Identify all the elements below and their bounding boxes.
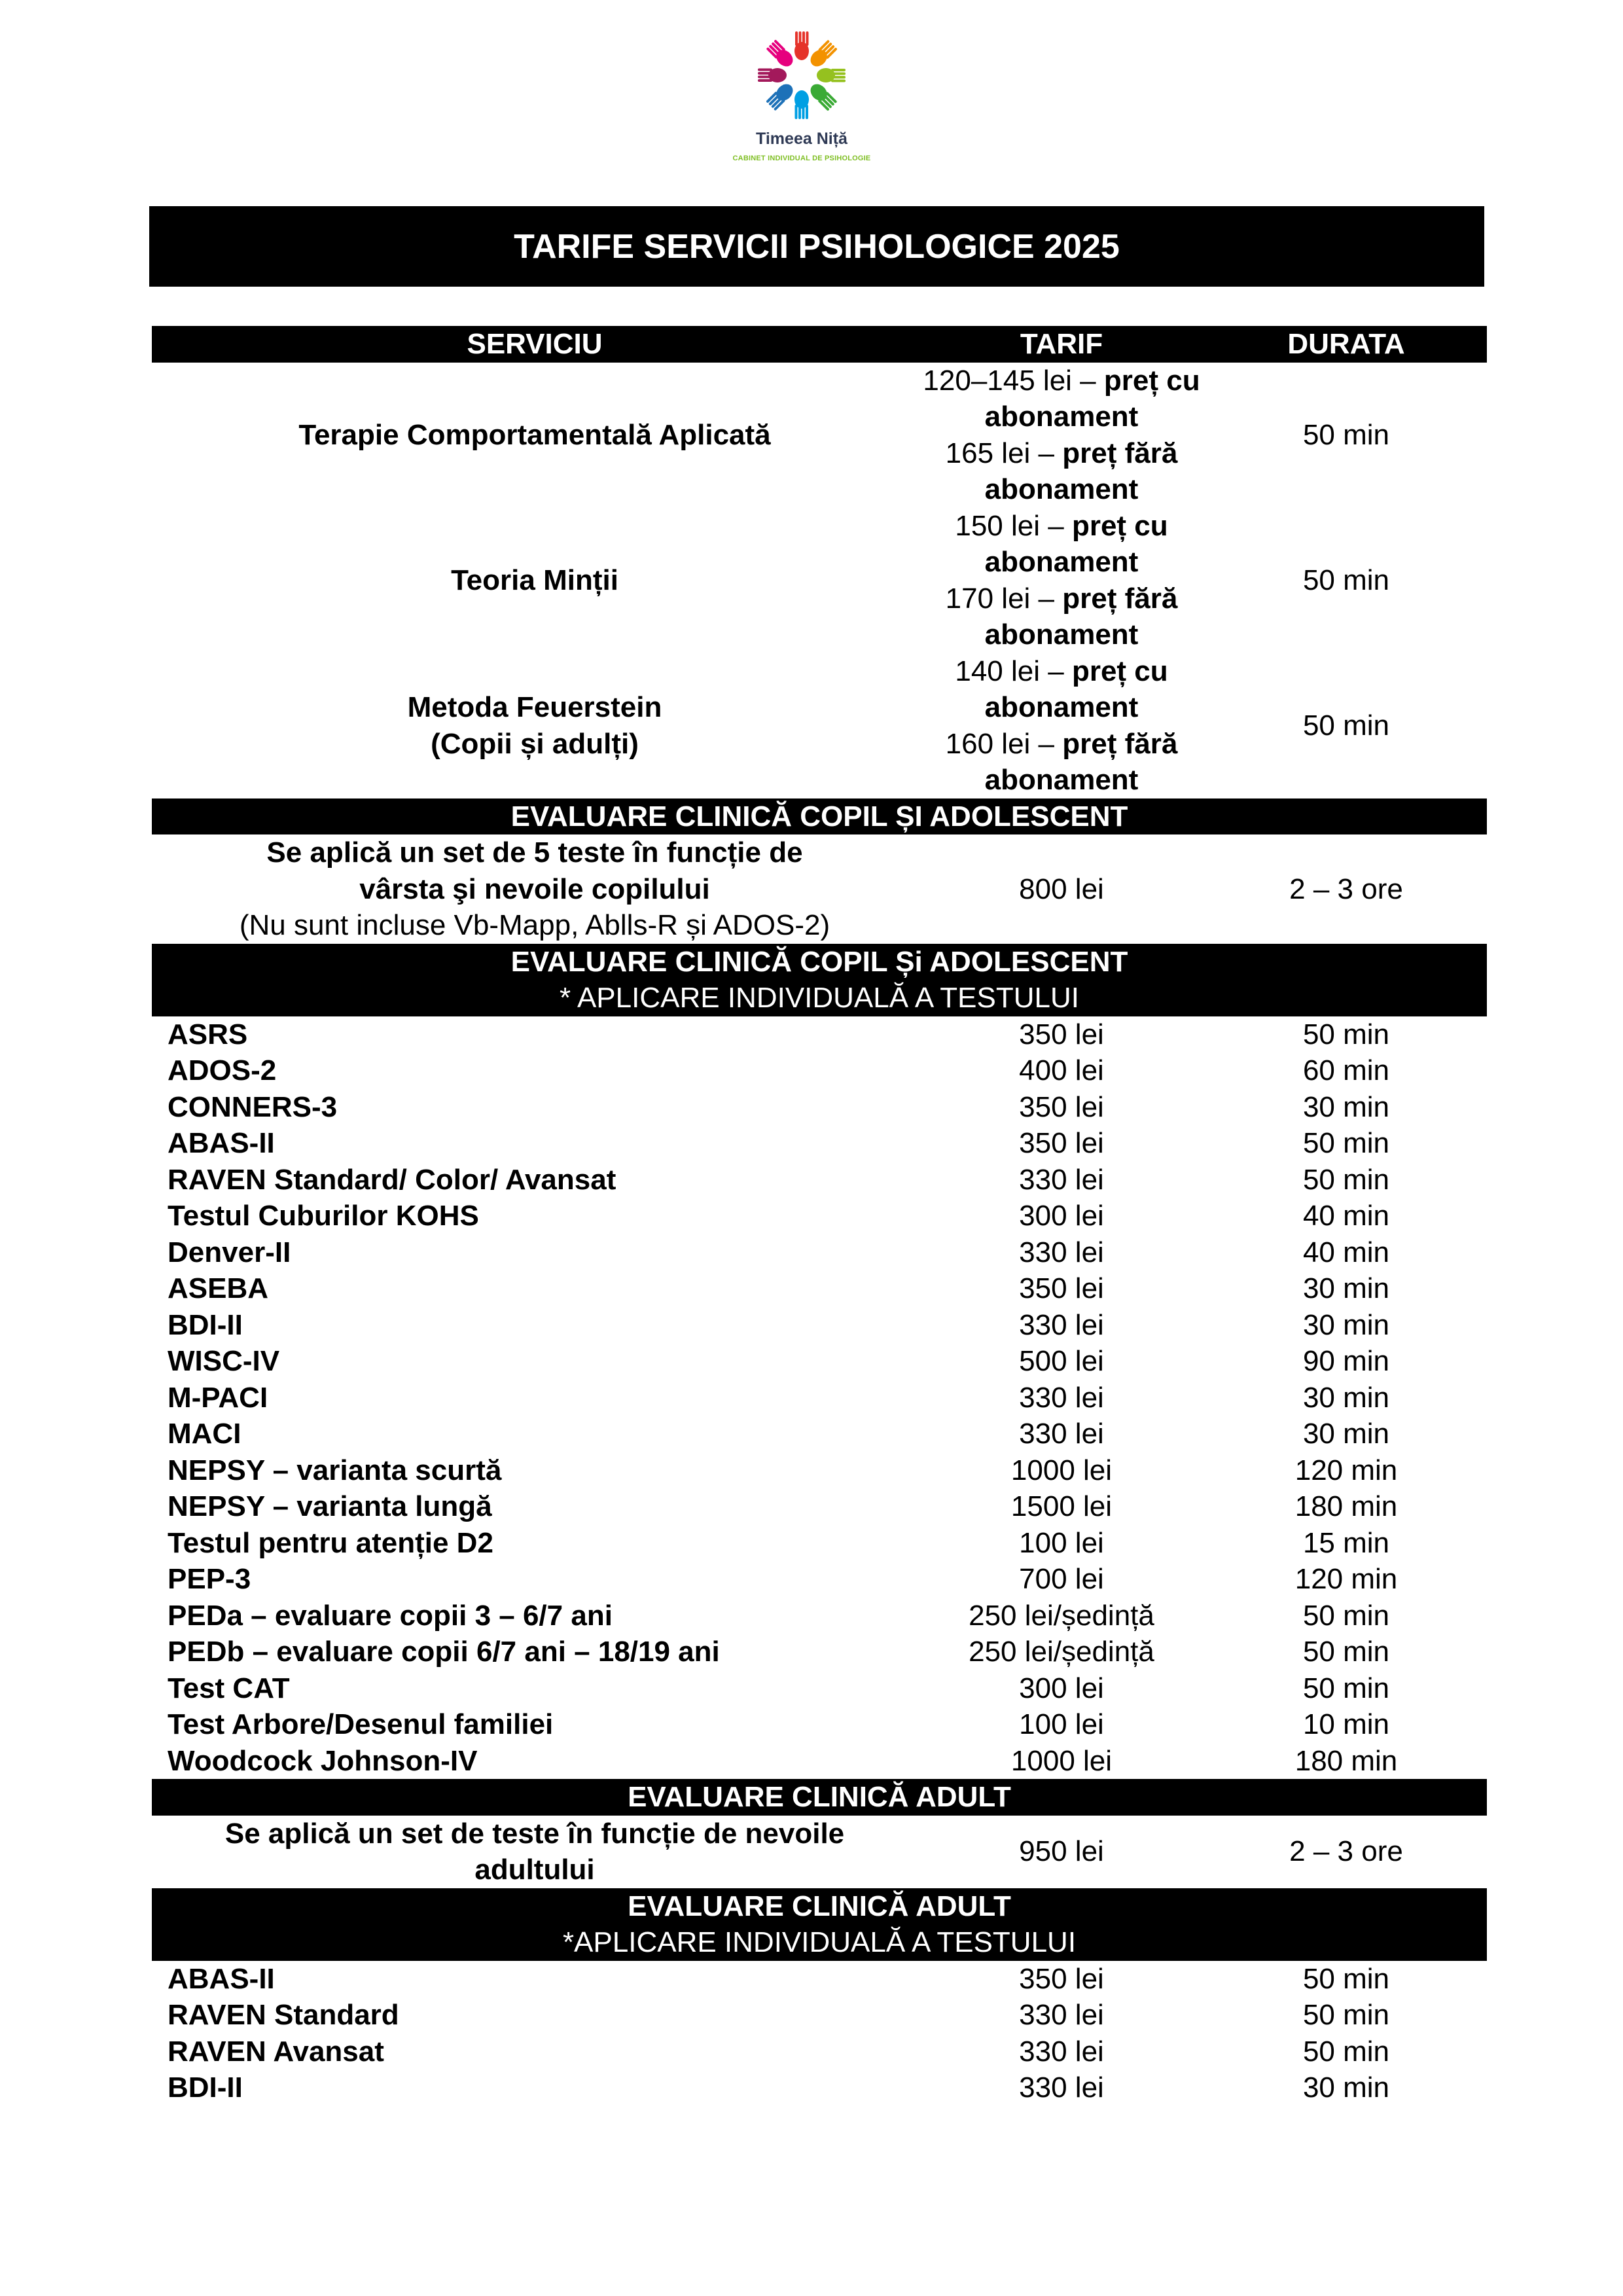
test-name: ADOS-2 [168,1054,277,1086]
test-name: RAVEN Avansat [168,2035,384,2068]
table-row [152,1706,1487,1743]
table-row [152,1670,1487,1707]
test-name: NEPSY – varianta lungă [168,1490,492,1522]
table-row [152,1997,1487,2034]
service-duration: 50 min [1302,418,1390,451]
test-name: NEPSY – varianta scurtă [168,1454,502,1486]
price-label: preț fără [1062,437,1178,469]
package-price: 950 lei [1019,1835,1104,1868]
package-duration: 2 – 3 ore [1289,1835,1403,1868]
test-name: PEDb – evaluare copii 6/7 ani – 18/19 ani [168,1636,720,1668]
test-duration: 90 min [1302,1345,1390,1377]
package-desc-line: vârsta şi nevoile copilului [359,872,710,905]
logo-name: Timeea Niță [756,130,847,148]
test-name: Testul Cuburilor KOHS [168,1200,479,1232]
section-title: EVALUARE CLINICĂ ADULT [628,1781,1011,1813]
section-header [152,944,1487,1016]
test-price: 250 lei/ședință [969,1636,1154,1668]
test-duration: 180 min [1294,1490,1398,1522]
test-duration: 120 min [1294,1563,1398,1595]
test-duration: 50 min [1302,1127,1390,1159]
test-name: BDI-II [168,2072,243,2104]
header-service: SERVICIU [152,326,918,363]
test-price: 330 lei [1019,2035,1104,2068]
test-name: Denver-II [168,1236,291,1268]
price-label-cont: abonament [984,619,1139,651]
price-amount: 150 lei – [955,509,1072,542]
package-desc-line: Se aplică un set de teste în funcție de nevoile [224,1817,845,1850]
service-duration: 50 min [1302,709,1390,742]
test-name: ASRS [168,1018,248,1050]
test-duration: 180 min [1294,1744,1398,1777]
test-name: ABAS-II [168,1962,275,1995]
package-description [152,834,918,944]
test-duration: 50 min [1302,2035,1390,2068]
test-price: 330 lei [1019,1236,1104,1268]
price-line [918,653,1205,690]
test-duration: 50 min [1302,1999,1390,2031]
service-price [918,653,1205,798]
service-price [918,508,1205,653]
test-price: 250 lei/ședință [969,1599,1154,1632]
test-price: 330 lei [1019,2072,1104,2104]
test-name: Test CAT [168,1672,290,1704]
package-desc-line: adultului [474,1854,595,1886]
test-price: 100 lei [1019,1708,1104,1740]
section-subtitle: * APLICARE INDIVIDUALĂ A TESTULUI [560,982,1079,1014]
price-amount: 165 lei – [945,437,1063,469]
service-name-line: Teoria Minții [451,564,618,596]
test-name: Test Arbore/Desenul familiei [168,1708,554,1740]
test-price: 100 lei [1019,1526,1104,1559]
price-amount: 160 lei – [945,727,1063,760]
logo-subtitle: CABINET INDIVIDUAL DE PSIHOLOGIE [732,154,871,162]
test-price: 330 lei [1019,1163,1104,1196]
price-label: preț fără [1062,727,1178,760]
test-price: 350 lei [1019,1090,1104,1123]
table-row [152,1525,1487,1562]
test-price: 350 lei [1019,1127,1104,1159]
table-row [152,1198,1487,1234]
test-name: Woodcock Johnson-IV [168,1744,478,1777]
package-description [152,1816,918,1888]
table-row [152,1452,1487,1489]
table-row [152,1743,1487,1780]
test-duration: 50 min [1302,1163,1390,1196]
test-duration: 50 min [1302,1672,1390,1704]
section-title: EVALUARE CLINICĂ COPIL ȘI ADOLESCENT [510,800,1128,833]
section-header-cell [152,1888,1487,1961]
service-name-line: Terapie Comportamentală Aplicată [298,418,771,451]
test-name: MACI [168,1418,241,1450]
test-duration: 30 min [1302,1090,1390,1123]
test-name: BDI-II [168,1308,243,1341]
test-duration: 120 min [1294,1454,1398,1486]
service-name [152,508,918,653]
price-label: preț cu [1103,364,1200,397]
test-price: 1000 lei [1010,1454,1113,1486]
test-duration: 50 min [1302,1018,1390,1050]
test-name: PEDa – evaluare copii 3 – 6/7 ani [168,1599,613,1632]
table-row [152,2034,1487,2070]
test-price: 400 lei [1019,1054,1104,1086]
test-duration: 10 min [1302,1708,1390,1740]
table-row [152,1125,1487,1162]
table-row [152,2070,1487,2106]
price-amount: 170 lei – [945,582,1063,615]
test-duration: 50 min [1302,1599,1390,1632]
test-price: 330 lei [1019,1418,1104,1450]
table-row [152,1089,1487,1126]
price-amount: 120–145 lei – [923,364,1104,397]
price-label: preț cu [1071,509,1168,542]
therapy-row [152,363,1487,508]
section-header-cell [152,798,1487,835]
section-header-cell [152,944,1487,1016]
section-title: EVALUARE CLINICĂ COPIL Și ADOLESCENT [510,945,1128,978]
test-duration: 30 min [1302,1308,1390,1341]
package-row [152,1816,1487,1888]
service-name-line: Metoda Feuerstein [407,691,662,723]
package-price: 800 lei [1019,872,1104,905]
price-line [918,581,1205,617]
test-duration: 30 min [1302,1418,1390,1450]
table-row [152,1343,1487,1380]
test-duration: 15 min [1302,1526,1390,1559]
table-row [152,1961,1487,1998]
table-row [152,1634,1487,1670]
table-row [152,1052,1487,1089]
test-duration: 30 min [1302,1272,1390,1304]
service-name [152,653,918,798]
service-price [918,363,1205,508]
price-line [918,435,1205,472]
table-row [152,1162,1487,1198]
price-table [152,326,1487,2106]
price-line [918,508,1205,545]
price-label-cont: abonament [984,764,1139,796]
header-duration: DURATA [1205,326,1487,363]
test-price: 300 lei [1019,1672,1104,1704]
service-duration: 50 min [1302,564,1390,596]
section-header [152,798,1487,835]
test-duration: 60 min [1302,1054,1390,1086]
test-name: RAVEN Standard/ Color/ Avansat [168,1163,616,1196]
table-row [152,1416,1487,1452]
table-row [152,1488,1487,1525]
price-label-cont: abonament [984,691,1139,723]
price-line [918,726,1205,762]
test-name: RAVEN Standard [168,1999,399,2031]
test-name: Testul pentru atenție D2 [168,1526,493,1559]
table-header [152,326,1487,363]
test-price: 330 lei [1019,1381,1104,1414]
test-price: 330 lei [1019,1308,1104,1341]
package-note: (Nu sunt incluse Vb-Mapp, Ablls-R și ADOS-2) [239,909,830,941]
test-duration: 30 min [1302,2072,1390,2104]
table-row [152,1270,1487,1307]
therapy-row [152,653,1487,798]
table-row [152,1234,1487,1271]
price-label-cont: abonament [984,401,1139,433]
test-price: 350 lei [1019,1018,1104,1050]
price-label: preț cu [1071,655,1168,687]
test-duration: 40 min [1302,1236,1390,1268]
test-price: 300 lei [1019,1200,1104,1232]
service-name-line: (Copii și adulți) [431,727,639,760]
test-duration: 50 min [1302,1636,1390,1668]
package-duration: 2 – 3 ore [1289,872,1403,905]
logo [707,26,897,183]
test-price: 700 lei [1019,1563,1104,1595]
test-duration: 50 min [1302,1962,1390,1995]
service-name [152,363,918,508]
test-price: 1000 lei [1010,1744,1113,1777]
page-title: TARIFE SERVICII PSIHOLOGICE 2025 [149,206,1484,287]
test-duration: 30 min [1302,1381,1390,1414]
test-name: M-PACI [168,1381,268,1414]
price-label: preț fără [1062,582,1178,615]
section-title: EVALUARE CLINICĂ ADULT [628,1890,1011,1922]
test-duration: 40 min [1302,1200,1390,1232]
test-name: ABAS-II [168,1127,275,1159]
table-row [152,1380,1487,1416]
table-row [152,1561,1487,1598]
price-line [918,363,1205,399]
test-price: 330 lei [1019,1999,1104,2031]
header-price: TARIF [918,326,1205,363]
test-price: 350 lei [1019,1962,1104,1995]
test-price: 1500 lei [1010,1490,1113,1522]
test-name: ASEBA [168,1272,269,1304]
test-price: 350 lei [1019,1272,1104,1304]
package-desc-line: Se aplică un set de 5 teste în funcție de [266,836,803,869]
price-label-cont: abonament [984,546,1139,578]
package-row [152,834,1487,944]
section-header-cell [152,1779,1487,1816]
hands-logo-icon [753,26,851,124]
therapy-row [152,508,1487,653]
test-name: CONNERS-3 [168,1090,338,1123]
section-header [152,1888,1487,1961]
table-row [152,1307,1487,1344]
test-name: PEP-3 [168,1563,251,1595]
test-price: 500 lei [1019,1345,1104,1377]
table-row [152,1016,1487,1053]
price-amount: 140 lei – [955,655,1072,687]
section-header [152,1779,1487,1816]
table-row [152,1598,1487,1634]
test-name: WISC-IV [168,1345,280,1377]
price-label-cont: abonament [984,473,1139,505]
section-subtitle: *APLICARE INDIVIDUALĂ A TESTULUI [562,1926,1077,1958]
